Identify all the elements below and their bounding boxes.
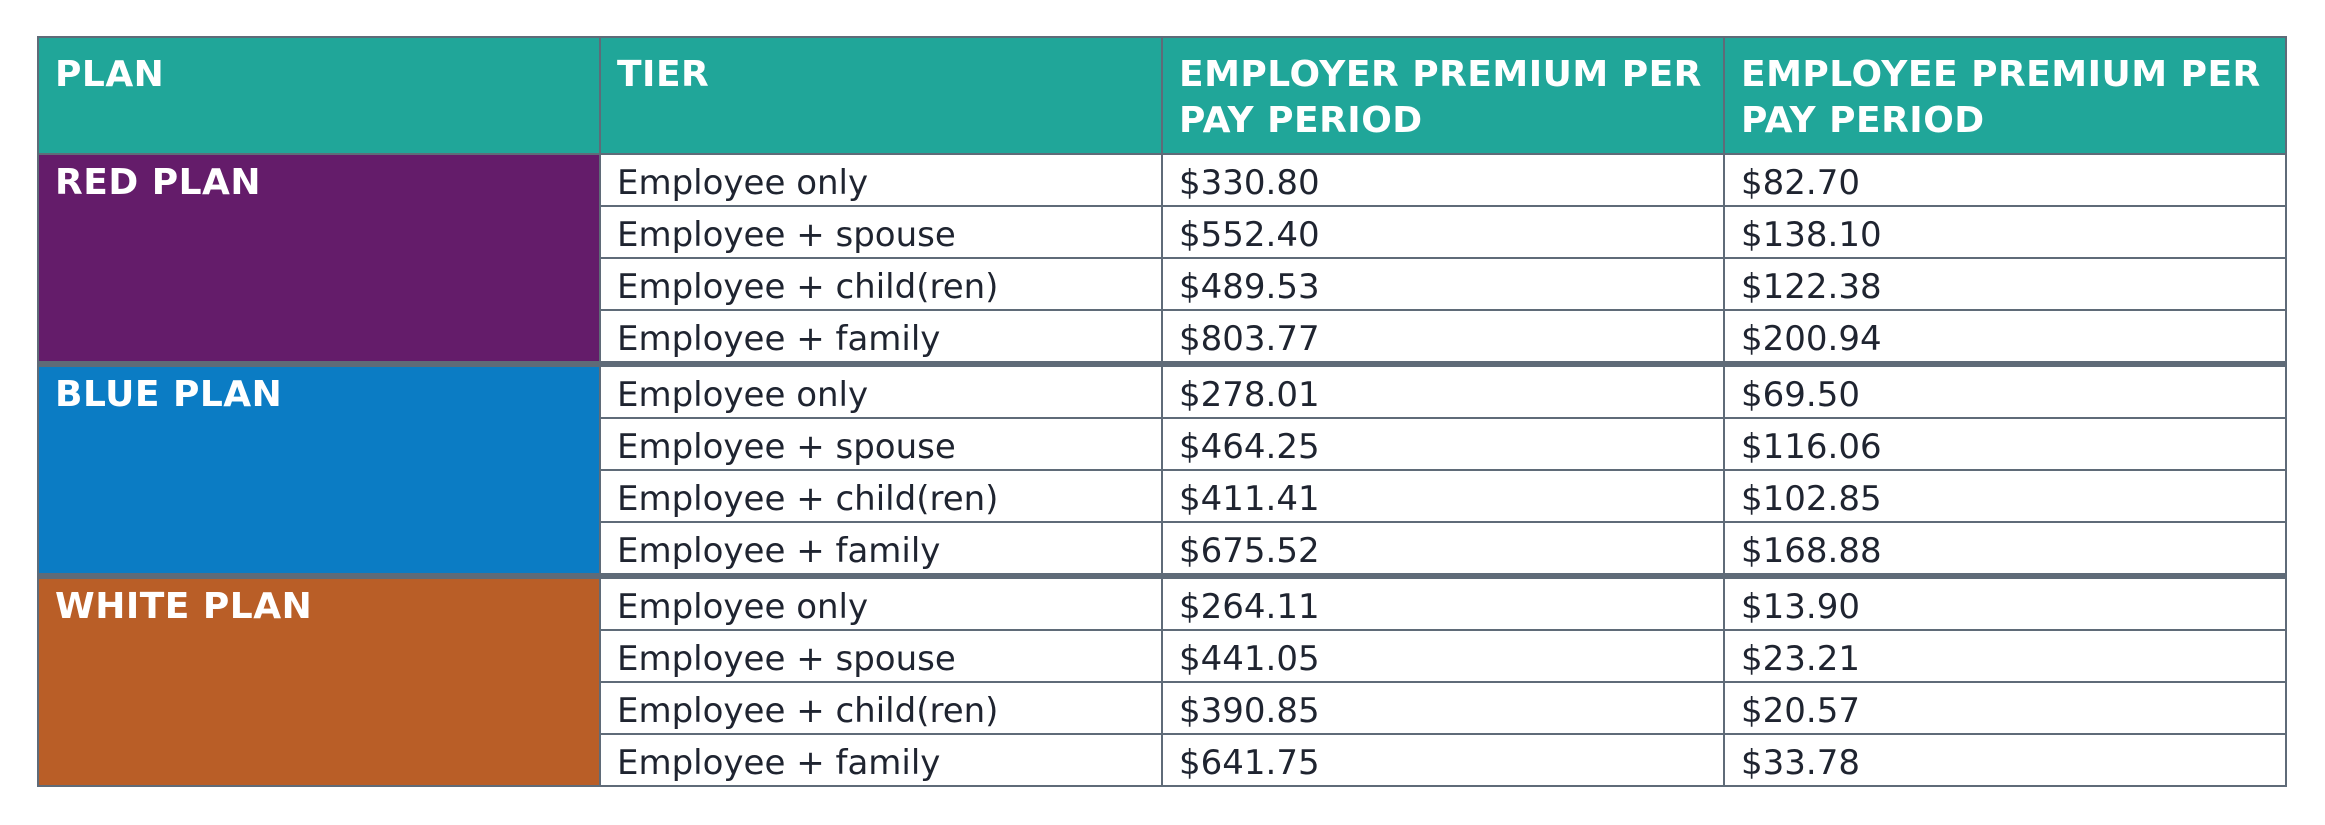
tier-cell: Employee + family [600,310,1162,364]
employer-premium-cell: $489.53 [1162,258,1724,310]
employee-premium-cell: $23.21 [1724,630,2286,682]
employee-premium-cell: $69.50 [1724,364,2286,418]
header-employee-premium: EMPLOYEE PREMIUM PER PAY PERIOD [1724,37,2286,154]
tier-cell: Employee + family [600,734,1162,786]
table-row [38,364,2286,418]
employer-premium-cell: $264.11 [1162,576,1724,630]
tier-cell: Employee + family [600,522,1162,576]
employee-premium-cell: $13.90 [1724,576,2286,630]
employer-premium-cell: $464.25 [1162,418,1724,470]
tier-cell: Employee + child(ren) [600,682,1162,734]
employee-premium-cell: $200.94 [1724,310,2286,364]
employer-premium-cell: $441.05 [1162,630,1724,682]
tier-cell: Employee + child(ren) [600,258,1162,310]
tier-cell: Employee + spouse [600,418,1162,470]
employee-premium-cell: $116.06 [1724,418,2286,470]
employer-premium-cell: $278.01 [1162,364,1724,418]
premium-table [37,36,2287,787]
employee-premium-cell: $33.78 [1724,734,2286,786]
employer-premium-cell: $675.52 [1162,522,1724,576]
table-row [38,154,2286,206]
employer-premium-cell: $330.80 [1162,154,1724,206]
tier-cell: Employee + spouse [600,206,1162,258]
header-plan: PLAN [38,37,600,154]
tier-cell: Employee + spouse [600,630,1162,682]
employer-premium-cell: $552.40 [1162,206,1724,258]
employee-premium-cell: $82.70 [1724,154,2286,206]
tier-cell: Employee only [600,576,1162,630]
employee-premium-cell: $102.85 [1724,470,2286,522]
tier-cell: Employee + child(ren) [600,470,1162,522]
plan-name-cell: WHITE PLAN [38,576,600,786]
header-row [38,37,2286,154]
employee-premium-cell: $168.88 [1724,522,2286,576]
employee-premium-cell: $122.38 [1724,258,2286,310]
table-row [38,576,2286,630]
plan-name-cell: BLUE PLAN [38,364,600,576]
employee-premium-cell: $138.10 [1724,206,2286,258]
employee-premium-cell: $20.57 [1724,682,2286,734]
header-employer-premium: EMPLOYER PREMIUM PER PAY PERIOD [1162,37,1724,154]
employer-premium-cell: $411.41 [1162,470,1724,522]
plan-name-cell: RED PLAN [38,154,600,364]
employer-premium-cell: $641.75 [1162,734,1724,786]
employer-premium-cell: $390.85 [1162,682,1724,734]
tier-cell: Employee only [600,154,1162,206]
header-tier: TIER [600,37,1162,154]
tier-cell: Employee only [600,364,1162,418]
employer-premium-cell: $803.77 [1162,310,1724,364]
table-body [38,154,2286,786]
